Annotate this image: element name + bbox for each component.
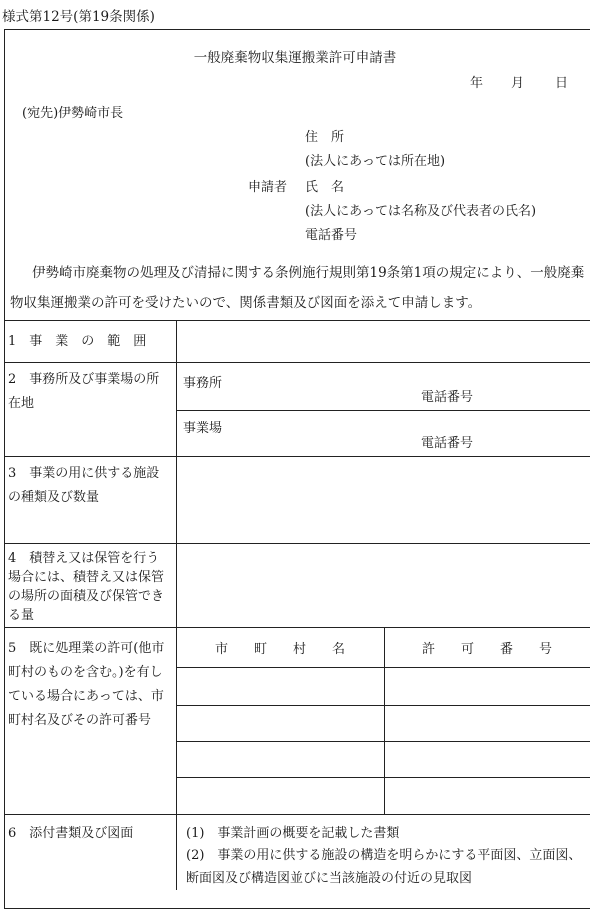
row-location-label: 2 事務所及び事業場の所在地	[8, 372, 160, 411]
row-divider	[4, 456, 590, 457]
office-label: 事務所	[183, 376, 223, 391]
row-divider	[4, 627, 590, 628]
date-year[interactable]: 年	[470, 76, 484, 91]
row-transfer-label: 4 積替え又は保管を行う場合には、積替え又は保管の場所の面積及び保管できる量	[8, 551, 165, 623]
row-divider	[4, 814, 590, 815]
site-phone-label: 電話番号	[421, 436, 474, 451]
row-divider	[4, 543, 590, 544]
transfer-input[interactable]	[180, 547, 585, 624]
attachment-item: (1) 事業計画の概要を記載した書類	[186, 826, 400, 841]
col-municipality-header: 市 町 村 名	[214, 642, 345, 657]
addressee: (宛先)伊勢崎市長	[22, 106, 124, 121]
row-divider	[176, 705, 590, 706]
applicant-name-label: 氏 名	[305, 180, 345, 195]
office-phone-label: 電話番号	[421, 390, 474, 405]
applicant-address-note: (法人にあっては所在地)	[305, 154, 446, 169]
row-divider	[176, 741, 590, 742]
row-divider	[176, 667, 590, 668]
scope-input[interactable]	[180, 324, 585, 359]
row-facilities-label: 3 事業の用に供する施設の種類及び数量	[8, 466, 160, 505]
facilities-input[interactable]	[180, 460, 585, 540]
row-divider	[176, 777, 590, 778]
applicant-phone-label: 電話番号	[305, 228, 358, 243]
row-attachments-label: 6 添付書類及び図面	[8, 826, 134, 841]
col-permit-header: 許 可 番 号	[421, 642, 552, 657]
date-day[interactable]: 日	[555, 76, 569, 91]
site-label: 事業場	[183, 421, 223, 436]
row-divider	[4, 320, 590, 321]
form-number: 様式第12号(第19条関係)	[2, 9, 155, 25]
row-existing-label: 5 既に処理業の許可(他市町村のものを含む。)を有している場合にあっては、市町村名及びその許可番号	[8, 641, 165, 728]
row-scope-label: 1 事 業 の 範 囲	[8, 334, 147, 349]
applicant-name-note: (法人にあっては名称及び代表者の氏名)	[305, 204, 537, 219]
form-title: 一般廃棄物収集運搬業許可申請書	[193, 50, 397, 66]
row-divider	[176, 410, 590, 411]
attachment-item: (2) 事業の用に供する施設の構造を明らかにする平面図、立面図、断面図及び構造図並びに当該施設の付近の見取図	[186, 848, 582, 886]
applicant-label: 申請者	[248, 180, 288, 195]
column-divider	[176, 320, 177, 890]
applicant-address-label: 住 所	[305, 130, 345, 145]
row-divider	[4, 362, 590, 363]
application-statement: 伊勢崎市廃棄物の処理及び清掃に関する条例施行規則第19条第1項の規定により、一般廃棄物収集運搬業の許可を受けたいので、関係書類及び図面を添えて申請します。	[10, 265, 585, 311]
date-month[interactable]: 月	[511, 76, 525, 91]
